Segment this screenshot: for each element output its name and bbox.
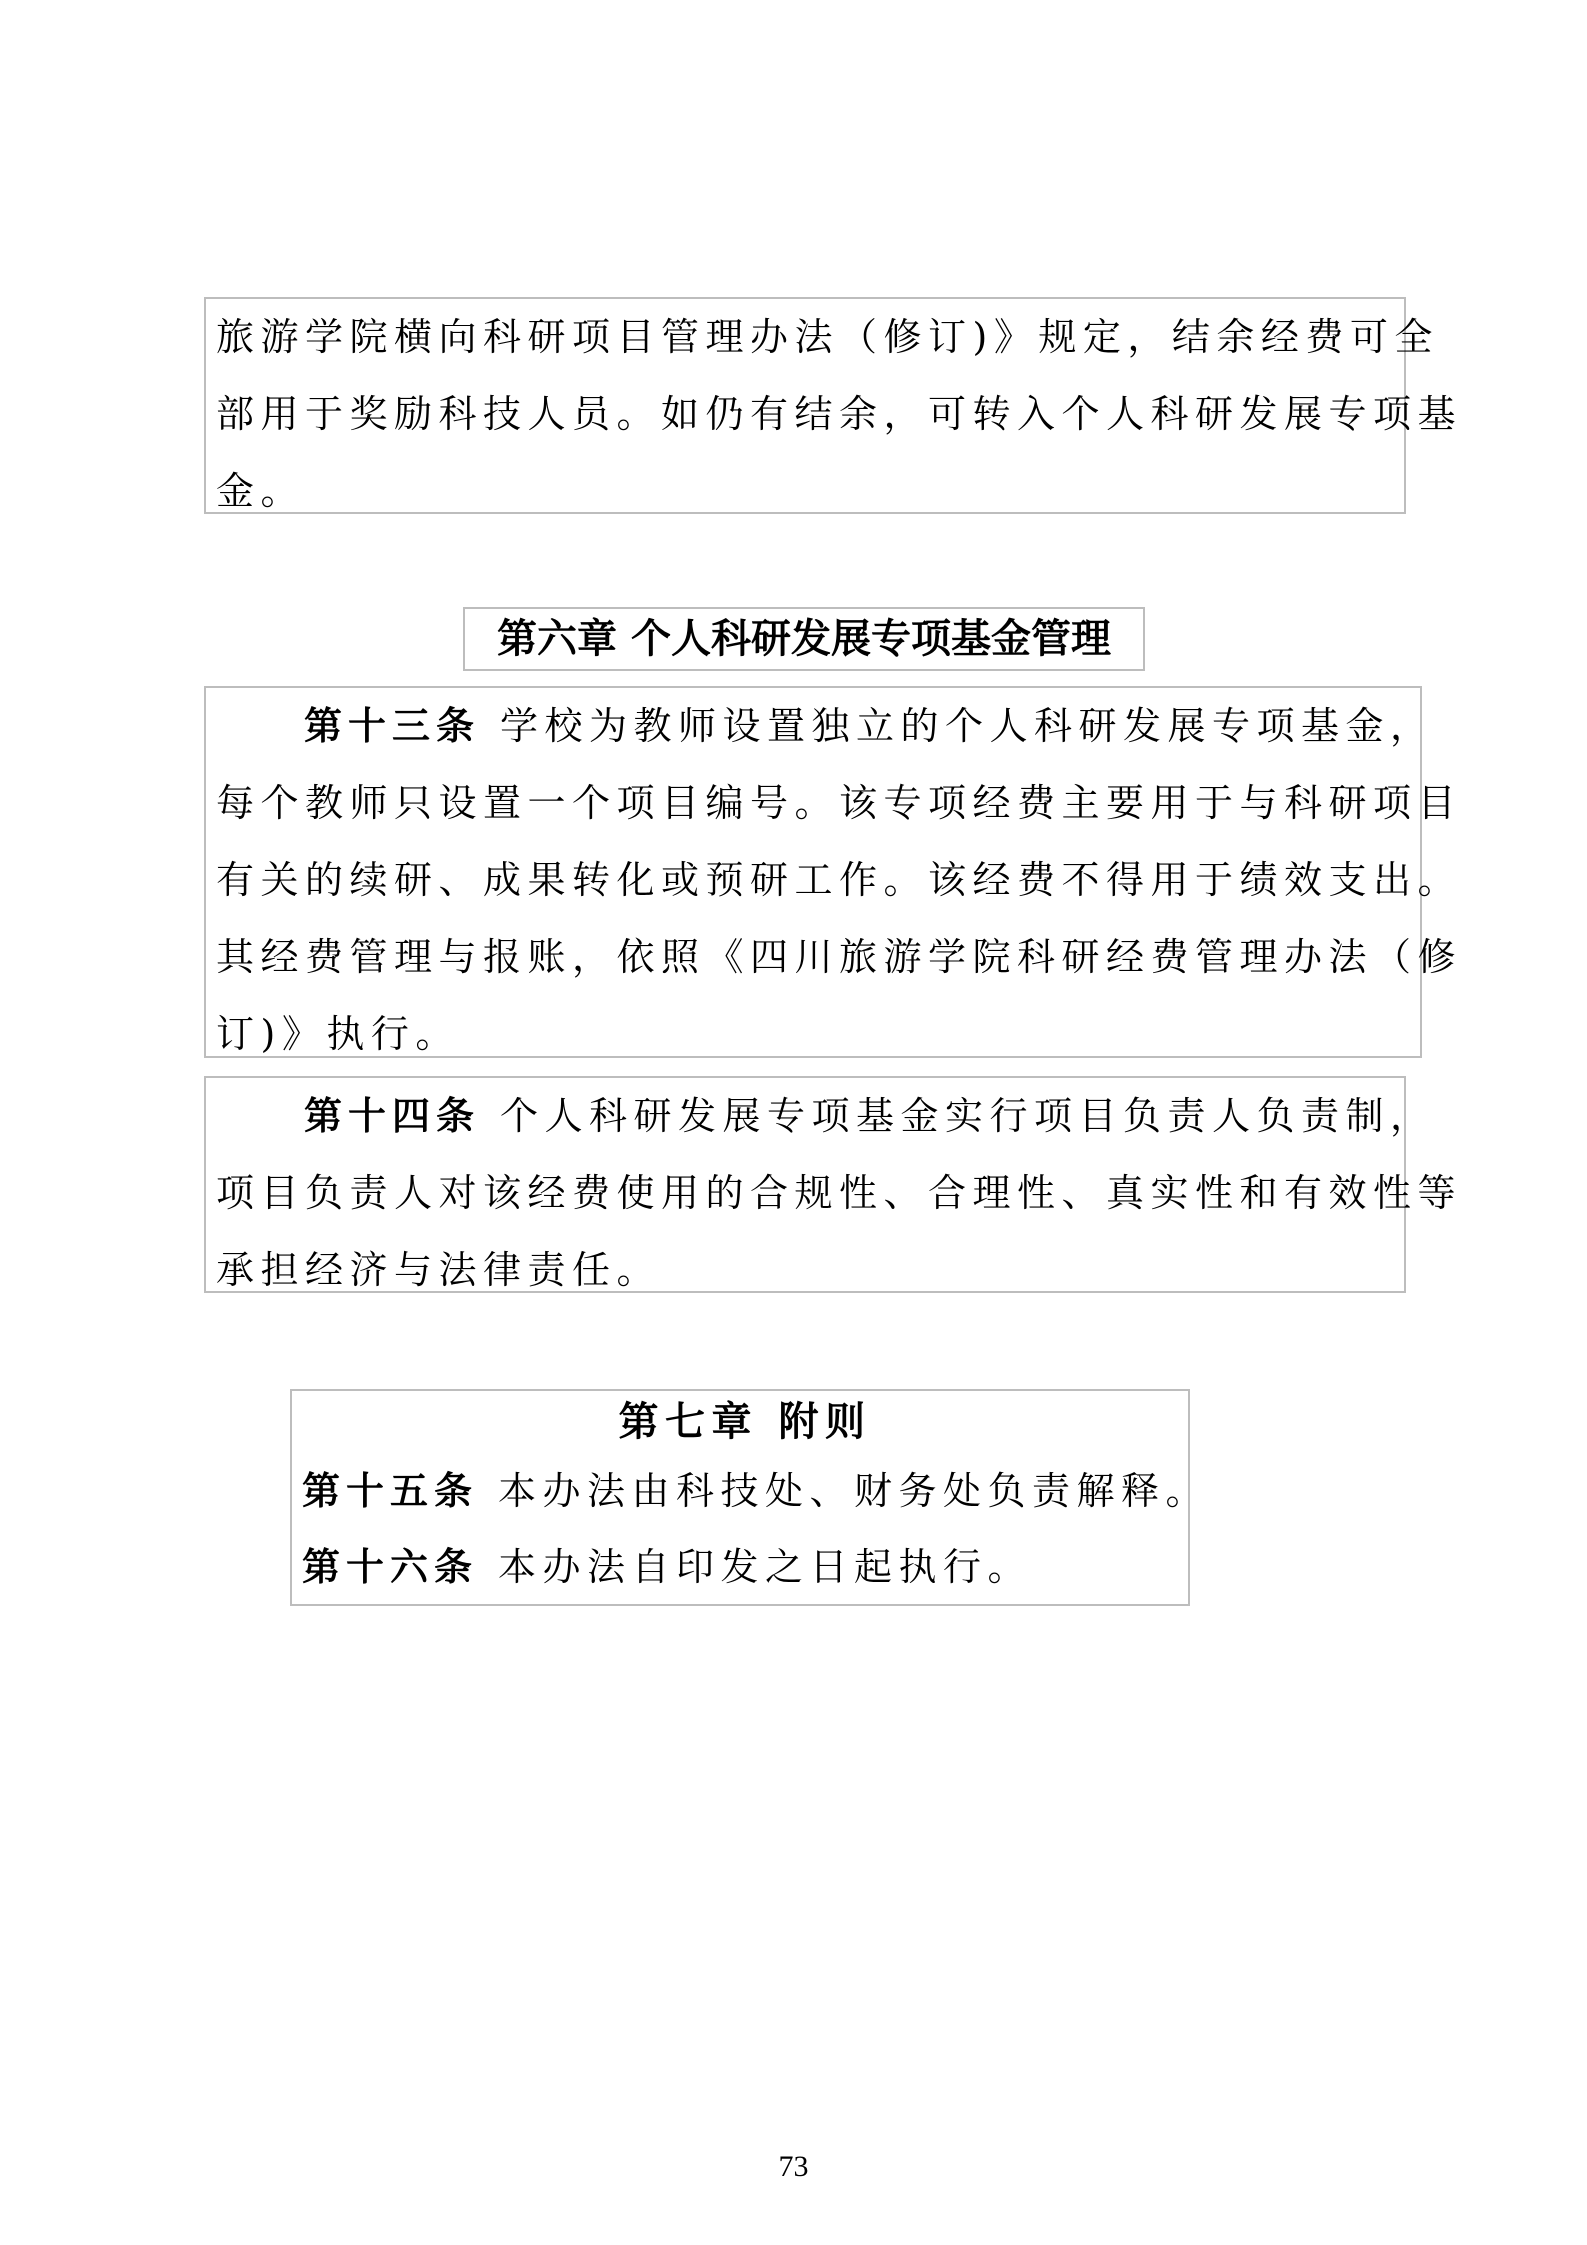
article13-label: 第十三条 (304, 704, 481, 748)
article16-line (302, 1529, 1188, 1605)
article14-first-text: 个人科研发展专项基金实行项目负责人负责制， (500, 1094, 1435, 1138)
article14-label: 第十四条 (304, 1094, 481, 1138)
intro-line-2: 部用于奖励科技人员。如仍有结余，可转入个人科研发展专项基 (216, 392, 1463, 436)
article16-text: 本办法自印发之日起执行。 (498, 1545, 1033, 1589)
article15-text: 本办法由科技处、财务处负责解释。 (498, 1469, 1211, 1513)
article13-line-4: 其经费管理与报账，依照《四川旅游学院科研经费管理办法（修 (216, 935, 1463, 979)
intro-line-3: 金。 (216, 469, 306, 513)
article13-line-3: 有关的续研、成果转化或预研工作。该经费不得用于绩效支出。 (216, 858, 1463, 902)
article14-line-3: 承担经济与法律责任。 (216, 1248, 662, 1292)
chapter7-title: 第七章 附则 (618, 1399, 872, 1445)
article15-line (302, 1453, 1211, 1529)
chapter7-box (290, 1389, 1211, 1606)
chapter6-title: 第六章 个人科研发展专项基金管理 (463, 607, 1145, 671)
article13-line-2: 每个教师只设置一个项目编号。该专项经费主要用于与科研项目 (216, 781, 1463, 825)
article16-label: 第十六条 (302, 1545, 479, 1589)
intro-line-1: 旅游学院横向科研项目管理办法（修订)》规定，结余经费可全 (216, 315, 1439, 359)
article13-first-text: 学校为教师设置独立的个人科研发展专项基金， (500, 704, 1435, 748)
article15-label: 第十五条 (302, 1469, 479, 1513)
intro-paragraph-box (204, 297, 1463, 514)
article14-first-line (216, 1078, 1435, 1155)
article13-first-line (216, 688, 1435, 765)
page-number: 73 (778, 2150, 809, 2183)
article13-line-5: 订)》执行。 (216, 1012, 460, 1056)
article14-box (204, 1076, 1463, 1293)
article14-line-2: 项目负责人对该经费使用的合规性、合理性、真实性和有效性等 (216, 1171, 1463, 1215)
article13-box (204, 686, 1463, 1058)
